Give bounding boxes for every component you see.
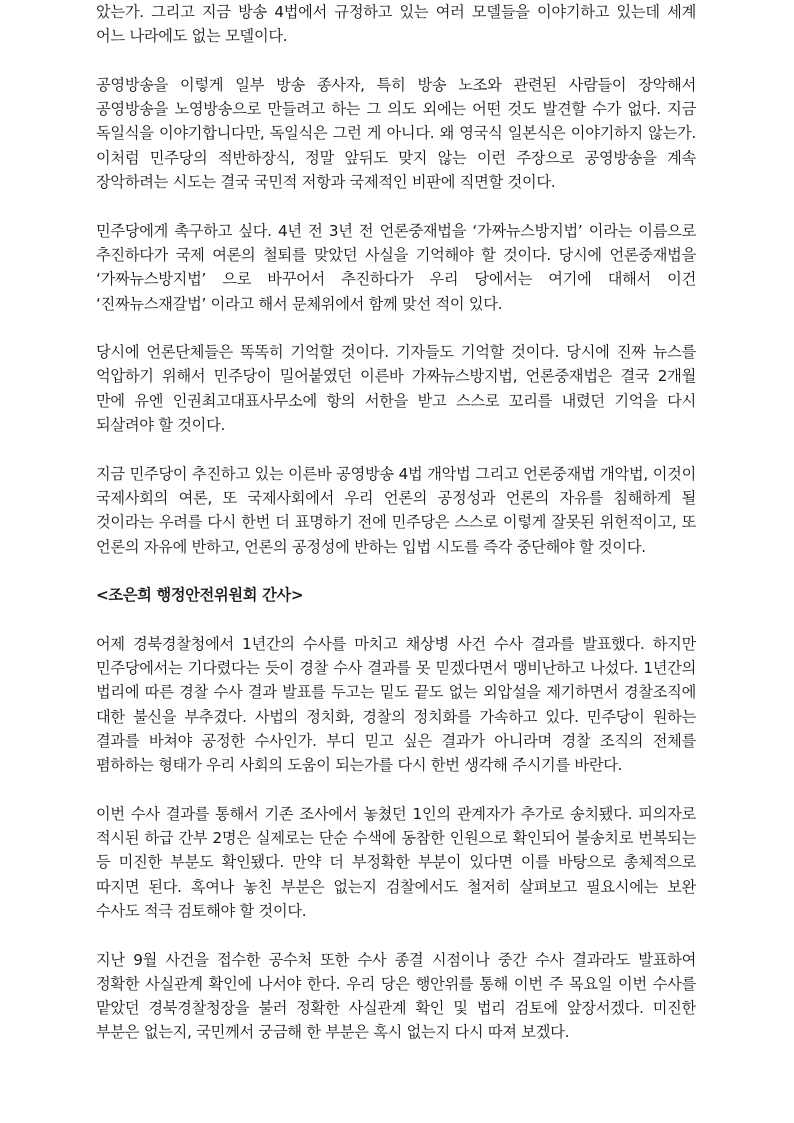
- paragraph: 민주당에게 촉구하고 싶다. 4년 전 3년 전 언론중재법을 ‘가짜뉴스방지법’ 이라는 이름으로 추진하다가 국제 여론의 철퇴를 맞았던 사실을 기억해야 할 것이다. 당시에 언론중재법을 ‘가짜뉴스방지법’ 으로 바꾸어서 추진하다가 우리 당에서는 여기에 대해서 이건 ‘진짜뉴스재갈법’ 이라고 해서 문체위에서 함께 맞선 적이 있다.: [96, 221, 696, 313]
- paragraph: 공영방송을 이렇게 일부 방송 종사자, 특히 방송 노조와 관련된 사람들이 장악해서 공영방송을 노영방송으로 만들려고 하는 그 의도 외에는 어떤 것도 발견할 수가 없다. 지금 독일식을 이야기합니다만, 독일식은 그런 게 아니다. 왜 영국식 일본식은 이야기하지 않는가. 이처럼 민주당의 적반하장식, 정말 앞뒤도 맞지 않는 이런 주장으로 공영방송을 계속 장악하려는 시도는 결국 국민적 저항과 국제적인 비판에 직면할 것이다.: [96, 75, 696, 192]
- paragraph: 어제 경북경찰청에서 1년간의 수사를 마치고 채상병 사건 수사 결과를 발표했다. 하지만 민주당에서는 기다렸다는 듯이 경찰 수사 결과를 못 믿겠다면서 맹비난하고 나섰다. 1년간의 법리에 따른 경찰 수사 결과 발표를 두고는 밑도 끝도 없는 외압설을 제기하면서 경찰조직에 대한 불신을 부추겼다. 사법의 정치화, 경찰의 정치화를 가속하고 있다. 민주당이 원하는 결과를 바쳐야 공정한 수사인가. 부디 믿고 싶은 결과가 아니라며 경찰 조직의 전체를 폄하하는 형태가 우리 사회의 도움이 되는가를 다시 한번 생각해 주시기를 바란다.: [96, 634, 696, 775]
- document-page: [96, 0, 696, 1045]
- paragraph: 지금 민주당이 추진하고 있는 이른바 공영방송 4법 개악법 그리고 언론중재법 개악법, 이것이 국제사회의 여론, 또 국제사회에서 우리 언론의 공정성과 언론의 자유를 침해하게 될 것이라는 우려를 다시 한번 더 표명하기 전에 민주당은 스스로 이렇게 잘못된 위헌적이고, 또 언론의 자유에 반하고, 언론의 공정성에 반하는 입법 시도를 즉각 중단해야 할 것이다.: [96, 464, 696, 556]
- section-heading: <조은희 행정안전위원회 간사>: [96, 586, 304, 605]
- paragraph: 당시에 언론단체들은 똑똑히 기억할 것이다. 기자들도 기억할 것이다. 당시에 진짜 뉴스를 억압하기 위해서 민주당이 밀어붙였던 이른바 가짜뉴스방지법, 언론중재법은 결국 2개월 만에 유엔 인권최고대표사무소에 항의 서한을 받고 스스로 꼬리를 내렸던 기억을 다시 되살려야 할 것이다.: [96, 343, 696, 435]
- paragraph: 이번 수사 결과를 통해서 기존 조사에서 놓쳤던 1인의 관계자가 추가로 송치됐다. 피의자로 적시된 하급 간부 2명은 실제로는 단순 수색에 동참한 인원으로 확인되어 불송치로 번복되는 등 미진한 부분도 확인됐다. 만약 더 부정확한 부분이 있다면 이를 바탕으로 총체적으로 따지면 된다. 혹여나 놓친 부분은 없는지 검찰에서도 철저히 살펴보고 필요시에는 보완 수사도 적극 검토해야 할 것이다.: [96, 804, 696, 920]
- paragraph: 았는가. 그리고 지금 방송 4법에서 규정하고 있는 여러 모델들을 이야기하고 있는데 세계 어느 나라에도 없는 모델이다.: [96, 3, 696, 46]
- paragraph: 지난 9월 사건을 접수한 공수처 또한 수사 종결 시점이나 중간 수사 결과라도 발표하여 정확한 사실관계 확인에 나서야 한다. 우리 당은 행안위를 통해 이번 주 목요일 이번 수사를 맡았던 경북경찰청장을 불러 정확한 사실관계 확인 및 법리 검토에 앞장서겠다. 미진한 부분은 없는지, 국민께서 궁금해 한 부분은 혹시 없는지 다시 따져 보겠다.: [96, 950, 697, 1042]
